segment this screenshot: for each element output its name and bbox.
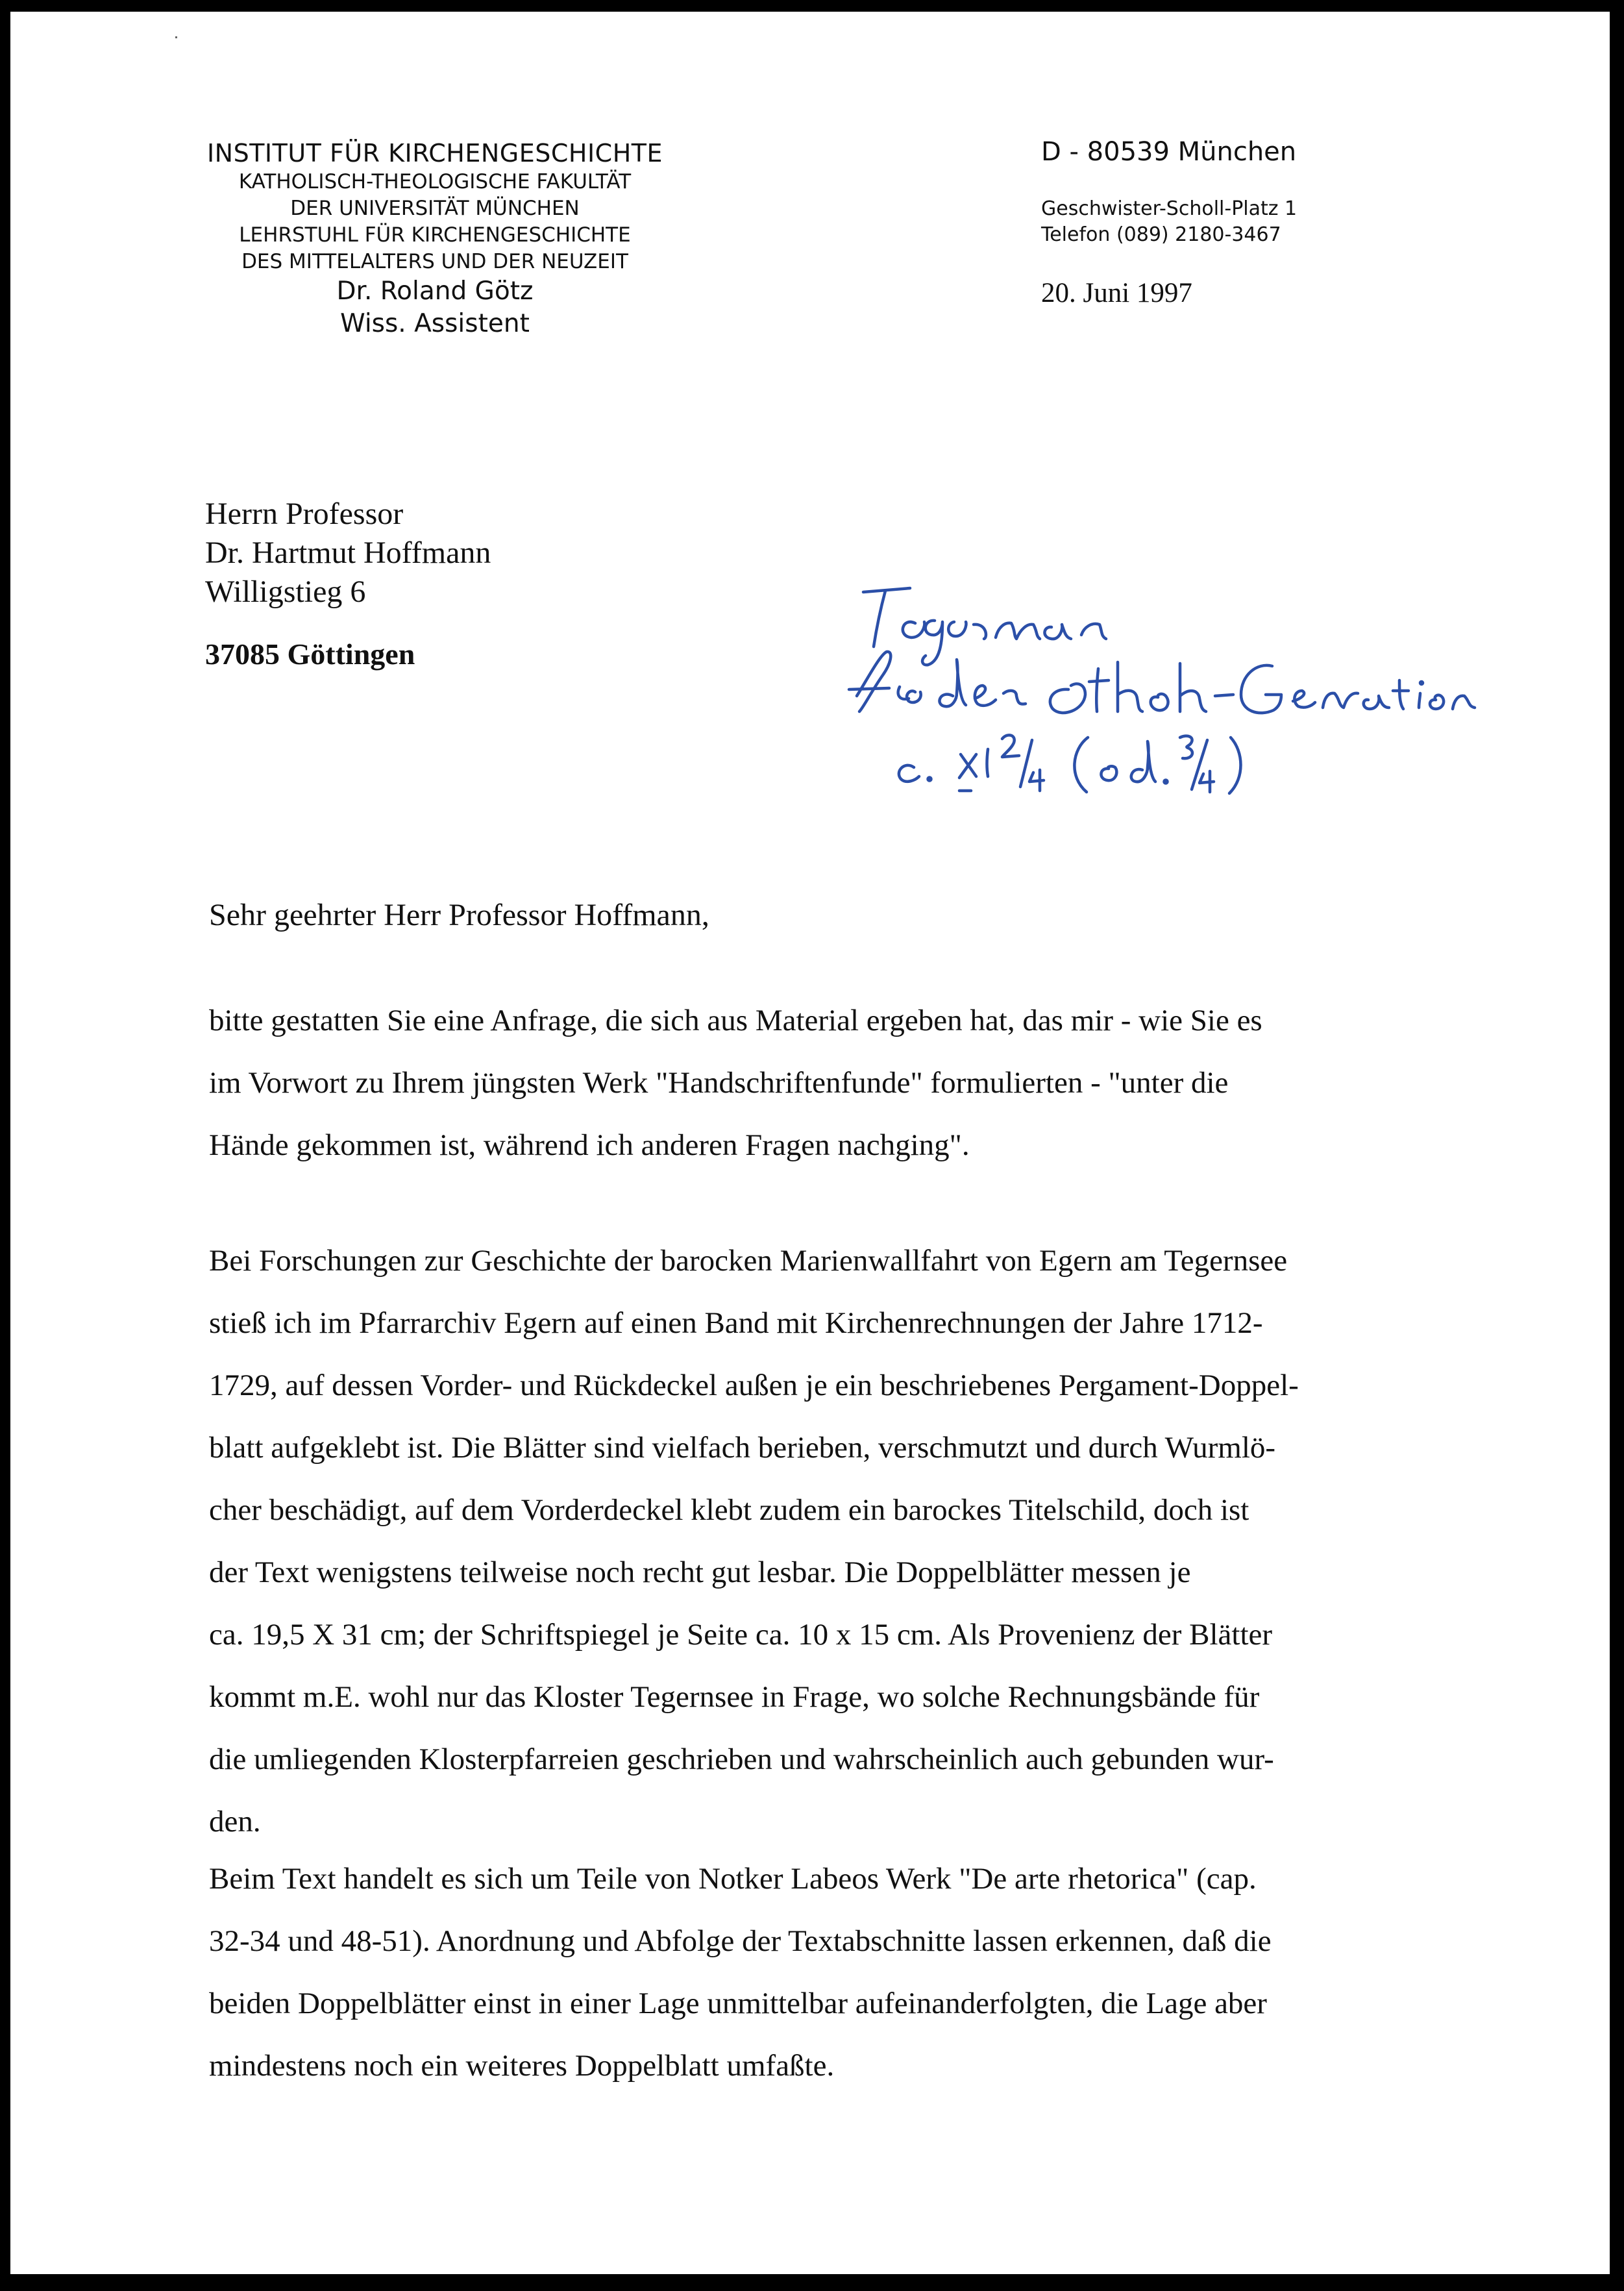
sender-city: D - 80539 München xyxy=(1041,137,1297,167)
paragraph-line: beiden Doppelblätter einst in einer Lage unmittelbar aufeinanderfolgten, die Lage aber xyxy=(209,1987,1267,2020)
salutation: Sehr geehrter Herr Professor Hoffmann, xyxy=(209,898,709,932)
institute-name: INSTITUT FÜR KIRCHENGESCHICHTE xyxy=(206,139,663,167)
recipient-line: Willigstieg 6 xyxy=(205,575,366,609)
letterhead-line: KATHOLISCH-THEOLOGISCHE FAKULTÄT xyxy=(238,170,632,193)
sender-address xyxy=(1041,132,1297,313)
paragraph-line: bitte gestatten Sie eine Anfrage, die sich aus Material ergeben hat, das mir - wie Sie es xyxy=(209,1004,1262,1037)
paragraph-line: Hände gekommen ist, während ich anderen Fragen nachging". xyxy=(209,1128,970,1162)
paragraph-line: cher beschädigt, auf dem Vorderdeckel klebt zudem ein barockes Titelschild, doch ist xyxy=(209,1493,1249,1527)
paragraph-line: mindestens noch ein weiteres Doppelblatt umfaßte. xyxy=(209,2049,835,2083)
recipient-address xyxy=(205,495,491,674)
paragraph-line: die umliegenden Klosterpfarreien geschrieben und wahrscheinlich auch gebunden wur- xyxy=(209,1742,1274,1776)
sender-phone: Telefon (089) 2180-3467 xyxy=(1041,223,1281,246)
body-paragraph-2 xyxy=(209,1241,1299,1864)
body-paragraph-1 xyxy=(209,1001,1262,1188)
paragraph-line: Beim Text handelt es sich um Teile von Notker Labeos Werk "De arte rhetorica" (cap. xyxy=(209,1862,1257,1896)
recipient-city: 37085 Göttingen xyxy=(205,638,415,671)
paragraph-line: den. xyxy=(209,1805,261,1839)
sender-name: Dr. Roland Götz xyxy=(336,277,534,306)
scan-speck xyxy=(175,36,177,38)
letterhead xyxy=(188,138,682,340)
paragraph-line: im Vorwort zu Ihrem jüngsten Werk "Handschriftenfunde" formulierten - "unter die xyxy=(209,1066,1229,1100)
paragraph-line: stieß ich im Pfarrarchiv Egern auf einen Band mit Kirchenrechnungen der Jahre 1712- xyxy=(209,1306,1263,1340)
letterhead-line: DER UNIVERSITÄT MÜNCHEN xyxy=(290,197,580,220)
paragraph-line: kommt m.E. wohl nur das Kloster Tegernsee in Frage, wo solche Rechnungsbände für xyxy=(209,1680,1260,1714)
handwriting-line-1 xyxy=(863,588,1106,665)
handwritten-note xyxy=(837,584,1486,818)
paragraph-line: ca. 19,5 X 31 cm; der Schriftspiegel je Seite ca. 10 x 15 cm. Als Provenienz der Blätter xyxy=(209,1618,1273,1652)
sender-position: Wiss. Assistent xyxy=(340,309,530,338)
paragraph-line: 32-34 und 48-51). Anordnung und Abfolge der Textabschnitte lassen erkennen, daß die xyxy=(209,1924,1272,1958)
handwriting-line-2 xyxy=(849,652,1475,713)
paragraph-line: blatt aufgeklebt ist. Die Blätter sind vielfach berieben, verschmutzt und durch Wurmlö- xyxy=(209,1431,1276,1465)
letter-date: 20. Juni 1997 xyxy=(1041,278,1192,308)
paragraph-line: 1729, auf dessen Vorder- und Rückdeckel außen je ein beschriebenes Pergament-Doppel- xyxy=(209,1368,1299,1402)
handwriting-line-3 xyxy=(899,735,1241,793)
letterhead-line: DES MITTELALTERS UND DER NEUZEIT xyxy=(241,250,628,273)
body-paragraph-3 xyxy=(209,1859,1272,2109)
recipient-line: Herrn Professor xyxy=(205,497,404,531)
sender-street: Geschwister-Scholl-Platz 1 xyxy=(1041,197,1298,220)
letterhead-line: LEHRSTUHL FÜR KIRCHENGESCHICHTE xyxy=(239,223,631,247)
paragraph-line: Bei Forschungen zur Geschichte der barocken Marienwallfahrt von Egern am Tegernsee xyxy=(209,1244,1288,1278)
recipient-line: Dr. Hartmut Hoffmann xyxy=(205,536,491,570)
paragraph-line: der Text wenigstens teilweise noch recht gut lesbar. Die Doppelblätter messen je xyxy=(209,1555,1191,1589)
